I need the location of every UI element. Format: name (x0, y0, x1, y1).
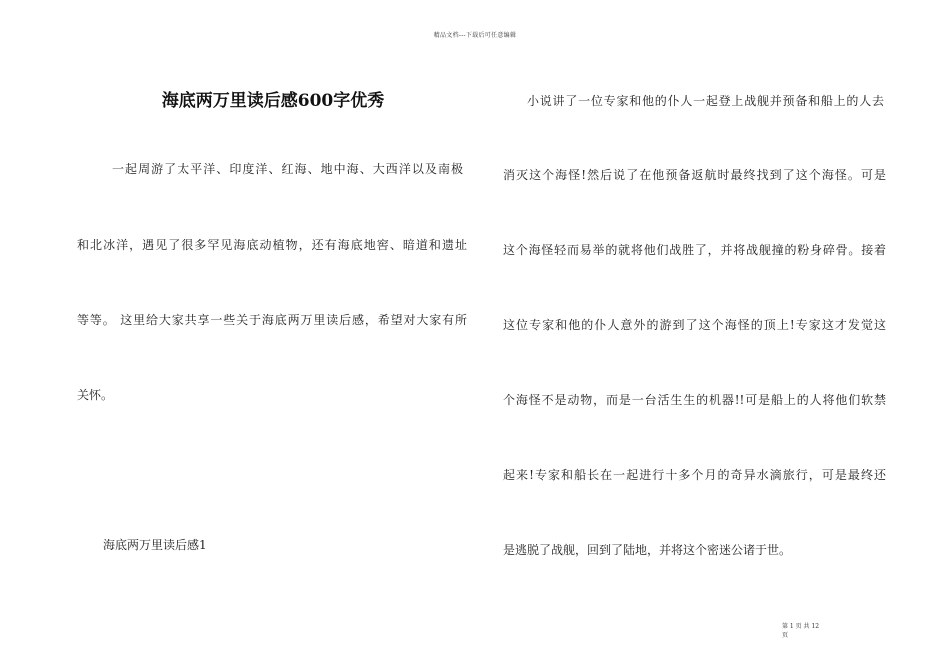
paragraph-line: 这位专家和他的仆人意外的游到了这个海怪的顶上!专家这才发觉这 (503, 318, 886, 332)
paragraph-line: 这个海怪轻而易举的就将他们战胜了，并将战舰撞的粉身碎骨。接着 (503, 243, 886, 257)
paragraph-line: 一起周游了太平洋、印度洋、红海、地中海、大西洋以及南极 (112, 162, 463, 176)
page-number-line2: 页 (782, 632, 789, 639)
paragraph-line: 小说讲了一位专家和他的仆人一起登上战舰并预备和船上的人去 (527, 94, 884, 108)
paragraph-line: 等等。 这里给大家共享一些关于海底两万里读后感，希望对大家有所 (77, 313, 467, 327)
page-number (782, 622, 819, 640)
paragraph-line: 关怀。 (77, 388, 114, 402)
paragraph-line: 个海怪不是动物，而是一台活生生的机器!!可是船上的人将他们软禁 (503, 393, 886, 407)
paragraph-line: 消灭这个海怪!然后说了在他预备返航时最终找到了这个海怪。可是 (503, 168, 886, 182)
paragraph-line: 和北冰洋，遇见了很多罕见海底动植物，还有海底地窖、暗道和遗址 (77, 238, 467, 252)
header-note: 精品文档---下载后可任意编辑 (433, 32, 517, 39)
section-heading: 海底两万里读后感1 (103, 538, 207, 552)
paragraph-line: 是逃脱了战舰，回到了陆地，并将这个密迷公诸于世。 (503, 543, 792, 557)
document-title: 海底两万里读后感600字优秀 (161, 91, 385, 111)
page-number-line1: 第 1 页 共 12 (782, 623, 820, 630)
paragraph-line: 起来!专家和船长在一起进行十多个月的奇异水滴旅行，可是最终还 (503, 468, 886, 482)
